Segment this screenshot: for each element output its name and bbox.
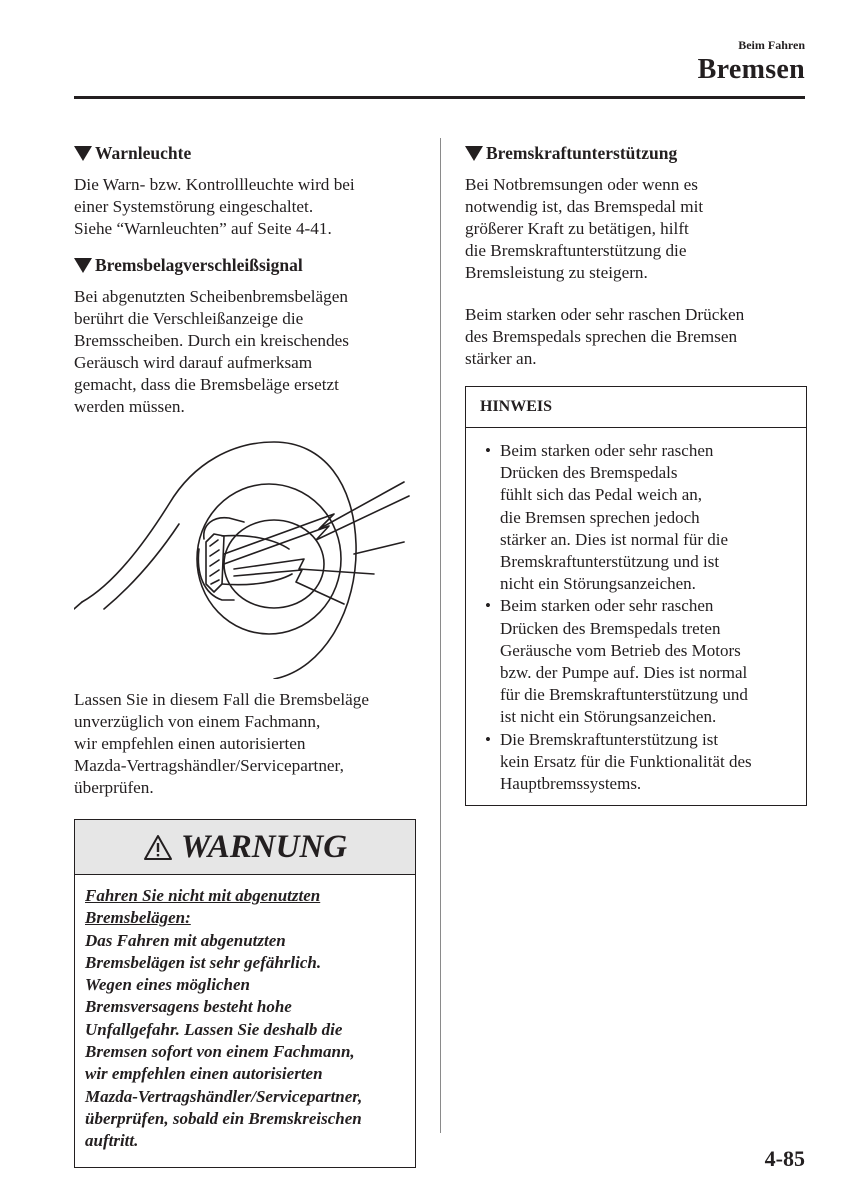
note-line: fühlt sich das Pedal weich an, [500,485,703,505]
note-line: Bremskraftunterstützung und ist [500,552,720,572]
text-line: gemacht, dass die Bremsbeläge ersetzt [74,375,339,394]
warning-line: Wegen eines möglichen [85,975,250,995]
bremskraft-paragraph-1 [465,174,807,284]
text-line: Beim starken oder sehr raschen Drücken [465,305,745,324]
text-line: des Bremspedals sprechen die Bremsen [465,327,738,346]
triangle-marker-icon [465,146,483,161]
warning-box [74,819,416,1168]
page-title: Bremsen [697,54,805,85]
note-body [466,428,806,805]
warnleuchte-paragraph [74,174,416,240]
text-line: die Bremskraftunterstützung die [465,241,687,260]
warning-subheading: Bremsbelägen: [85,908,191,928]
note-line: Die Bremskraftunterstützung ist [500,729,719,749]
note-line: Beim starken oder sehr raschen [500,441,714,460]
warning-line: Bremsbelägen ist sehr gefährlich. [85,952,322,972]
bullet-icon: • [485,729,491,749]
column-divider [440,138,441,1133]
text-line: Lassen Sie in diesem Fall die Bremsbeläge [74,690,369,709]
warning-line: Mazda-Vertragshändler/Servicepartner, [85,1086,363,1106]
note-line: nicht ein Störungsanzeichen. [500,574,696,594]
bremskraft-paragraph-2 [465,304,807,370]
bullet-icon: • [485,441,491,460]
bullet-icon: • [485,596,491,616]
warning-line: Unfallgefahr. Lassen Sie deshalb die [85,1019,343,1039]
warning-subheading: Fahren Sie nicht mit abgenutzten [85,886,321,905]
warning-body [75,875,415,1167]
warning-line: wir empfehlen einen autorisierten [85,1064,323,1084]
note-line: Hauptbremssystems. [500,774,642,794]
bremskraft-heading-text: Bremskraftunterstützung [486,143,678,163]
text-line: Bei abgenutzten Scheibenbremsbelägen [74,287,348,306]
note-line: für die Bremskraftunterstützung und [500,685,748,705]
text-line: Die Warn- bzw. Kontrollleuchte wird bei [74,175,355,194]
note-line: ist nicht ein Störungsanzeichen. [500,707,717,727]
bremskraft-heading [465,142,807,164]
text-line: größerer Kraft zu betätigen, hilft [465,219,689,238]
text-line: Bremsleistung zu steigern. [465,263,648,282]
text-line: werden müssen. [74,397,185,416]
note-line: kein Ersatz für die Funktionalität des [500,751,752,771]
warnleuchte-heading-text: Warnleuchte [95,143,192,163]
text-line: Geräusch wird darauf aufmerksam [74,353,313,372]
warning-line: auftritt. [85,1131,139,1151]
text-line: Mazda-Vertragshändler/Servicepartner, [74,756,344,775]
note-line: Beim starken oder sehr raschen [500,596,714,616]
text-line: wir empfehlen einen autorisierten [74,734,306,753]
triangle-marker-icon [74,146,92,161]
note-title: HINWEIS [466,387,806,428]
warning-title-bar [75,820,415,875]
warning-line: Bremsen sofort von einem Fachmann, [85,1042,355,1062]
left-column [74,142,416,1168]
verschleiss-heading [74,254,416,276]
note-item [476,595,794,728]
note-line: Geräusche vom Betrieb des Motors [500,640,741,660]
note-line: Drücken des Bremspedals treten [500,618,721,638]
warning-title: WARNUNG [180,829,348,865]
text-line: stärker an. [465,349,537,368]
note-line: bzw. der Pumpe auf. Dies ist normal [500,663,748,683]
text-line: berührt die Verschleißanzeige die [74,309,304,328]
running-head: Beim Fahren [738,38,805,52]
note-line: Drücken des Bremspedals [500,463,678,483]
text-line: überprüfen. [74,778,154,797]
note-item [476,729,794,796]
warning-triangle-icon [143,834,173,861]
text-line: unverzüglich von einem Fachmann, [74,712,321,731]
note-line: die Bremsen sprechen jedoch [500,507,700,527]
right-column [465,142,807,806]
page-number: 4-85 [764,1146,805,1171]
verschleiss-heading-text: Bremsbelagverschleißsignal [95,255,303,275]
page-reference: Siehe “Warnleuchten” auf Seite 4-41. [74,219,332,238]
warning-line: Das Fahren mit abgenutzten [85,930,286,950]
verschleiss-paragraph [74,286,416,418]
text-line: einer Systemstörung eingeschaltet. [74,197,314,216]
text-line: Bei Notbremsungen oder wenn es [465,175,698,194]
brake-wear-indicator-illustration [74,434,416,679]
header-rule [74,96,805,99]
text-line: Bremsscheiben. Durch ein kreischendes [74,331,349,350]
warning-line: überprüfen, sobald ein Bremskreischen [85,1108,362,1128]
text-line: notwendig ist, das Bremspedal mit [465,197,704,216]
triangle-marker-icon [74,258,92,273]
note-box [465,386,807,806]
after-figure-paragraph [74,689,416,799]
note-item [476,440,794,595]
warnleuchte-heading [74,142,416,164]
note-line: stärker an. Dies ist normal für die [500,529,729,549]
warning-line: Bremsversagens besteht hohe [85,997,292,1017]
